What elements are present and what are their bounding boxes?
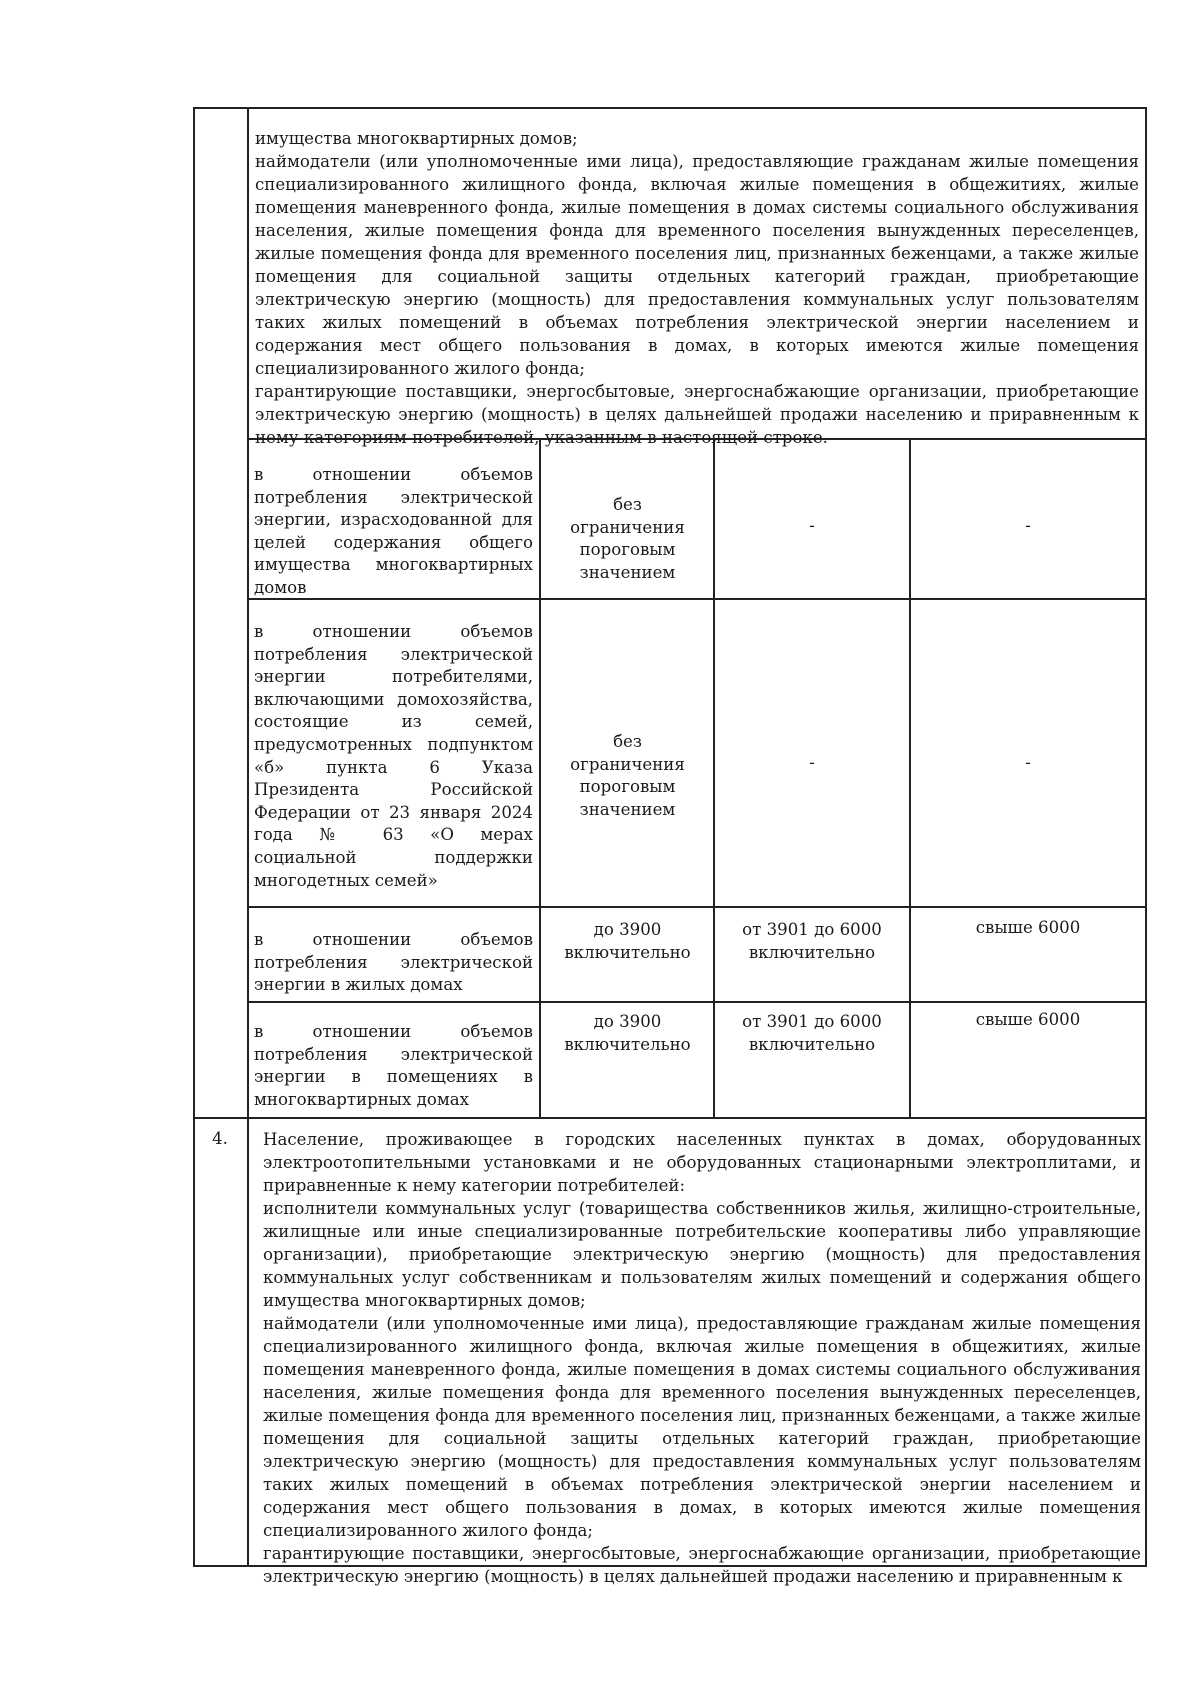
subrow-3-col2: от 3901 до 6000 включительно <box>742 920 882 962</box>
table-border-top <box>193 107 1147 109</box>
subrow-4-col3: свыше 6000 <box>975 1010 1081 1029</box>
subrow-1-col1: без ограничения пороговым значением <box>570 495 685 582</box>
subrow-1-col2: - <box>809 516 815 535</box>
table-border-right <box>1145 107 1147 1567</box>
table-border-left <box>193 107 195 1567</box>
row-4-number: 4. <box>212 1129 228 1148</box>
subrow-3-col3: свыше 6000 <box>975 918 1081 937</box>
subrow-1-category: в отношении объемов потребления электрической энергии, израсходованной для целей содержания общего имущества многоквартирных домов <box>254 465 533 597</box>
subrow-2-col1: без ограничения пороговым значением <box>570 732 685 819</box>
subtable-col-divider-2 <box>713 438 715 1117</box>
subrow-4-col2: от 3901 до 6000 включительно <box>742 1012 882 1054</box>
subrow-3-category: в отношении объемов потребления электрической энергии в жилых домах <box>254 930 533 995</box>
number-column-divider <box>247 107 249 1567</box>
row3-continuation-text: имущества многоквартирных домов; наймодатели (или уполномоченные ими лица), предоставляющие гражданам жилые помещения специализированного жилищного фонда, включая жилые помещения в общежитиях, жилые помещения маневренного фонда, жилые помещения в домах системы социального обслуживания населения, жилые помещения фонда для временного поселения вынужденных переселенцев, жилые помещения фонда для временного поселения лиц, признанных беженцами, а также жилые помещения для социальной защиты отдельных категорий граждан, приобретающие электрическую энергию (мощность) для предоставления коммунальных услуг пользователям таких жилых помещений в объемах потребления электрической энергии населением и содержания мест общего пользования в домах, в которых имеются жилые помещения специализированного жилого фонда; гарантирующие поставщики, энергосбытовые, энергоснабжающие организации, приобретающие электрическую энергию (мощность) в целях дальнейшей продажи населению и приравненным к нему категориям потребителей, указанным в настоящей строке. <box>255 129 1139 447</box>
subrow-1-col3: - <box>1025 516 1031 535</box>
row-divider-4 <box>193 1117 1147 1119</box>
subtable-col-divider-1 <box>539 438 541 1117</box>
subrow-2-col3: - <box>1025 753 1031 772</box>
subrow-2-col2: - <box>809 753 815 772</box>
subrow-2-category: в отношении объемов потребления электрической энергии потребителями, включающими домохозяйства, состоящие из семей, предусмотренных подпунктом «б» пункта 6 Указа Президента Российской Федерации от 23 января 2024 года № 63 «О мерах социальной поддержки многодетных семей» <box>254 622 533 890</box>
subrow-4-category: в отношении объемов потребления электрической энергии в помещениях в многоквартирных домах <box>254 1022 533 1109</box>
tariff-table <box>193 107 1147 1586</box>
row-4-text: Население, проживающее в городских населенных пунктах в домах, оборудованных электроотопительными установками и не оборудованных стационарными электроплитами, и приравненные к нему категории потребителей: исполнители коммунальных услуг (товарищества собственников жилья, жилищно-строительные, жилищные или иные специализированные потребительские кооперативы либо управляющие организации), приобретающие электрическую энергию (мощность) для предоставления коммунальных услуг собственникам и пользователям жилых помещений и содержания общего имущества многоквартирных домов; наймодатели (или уполномоченные ими лица), предоставляющие гражданам жилые помещения специализированного жилищного фонда, включая жилые помещения в общежитиях, жилые помещения маневренного фонда, жилые помещения в домах системы социального обслуживания населения, жилые помещения фонда для временного поселения вынужденных переселенцев, жилые помещения фонда для временного поселения лиц, признанных беженцами, а также жилые помещения для социальной защиты отдельных категорий граждан, приобретающие электрическую энергию (мощность) для предоставления коммунальных услуг пользователям таких жилых помещений в объемах потребления электрической энергии населением и содержания мест общего пользования в домах, в которых имеются жилые помещения специализированного жилого фонда; гарантирующие поставщики, энергосбытовые, энергоснабжающие организации, приобретающие электрическую энергию (мощность) в целях дальнейшей продажи населению и приравненным к <box>263 1130 1141 1586</box>
subrow-divider-4 <box>247 1001 1147 1003</box>
subrow-4-col1: до 3900 включительно <box>564 1012 691 1054</box>
subrow-3-col1: до 3900 включительно <box>564 920 691 962</box>
subrow-divider-3 <box>247 906 1147 908</box>
